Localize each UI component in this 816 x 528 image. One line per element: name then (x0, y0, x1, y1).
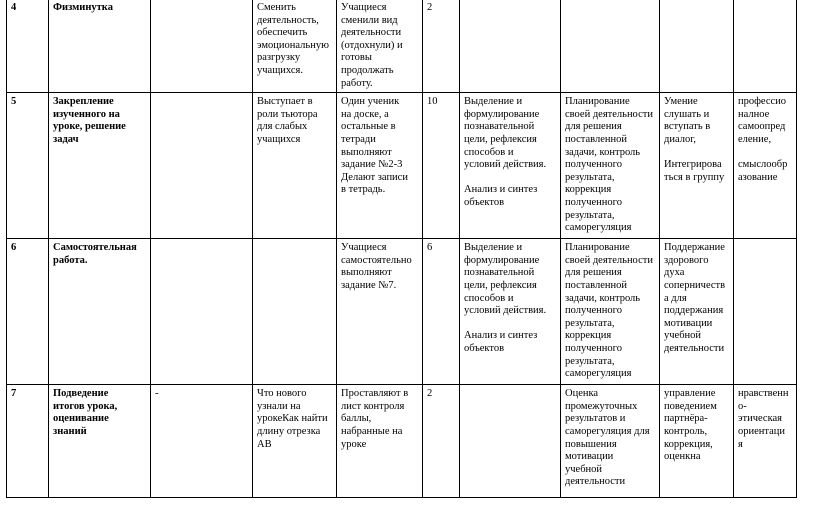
method-cell (151, 0, 253, 93)
communicative-uud (660, 0, 734, 93)
teacher-activity (253, 239, 337, 385)
lesson-stage: Закрепление изученного на уроке, решение задач (49, 93, 151, 239)
teacher-activity: Сменить деятельность, обеспечить эмоциональную разгрузку учащихся. (253, 0, 337, 93)
cognitive-uud (460, 385, 561, 498)
lesson-stage: Подведение итогов урока, оценивание знаний (49, 385, 151, 498)
teacher-activity: Что нового узнали на урокеКак найти длину отрезка АВ (253, 385, 337, 498)
lesson-stage: Самостоятельная работа. (49, 239, 151, 385)
time-minutes: 6 (423, 239, 460, 385)
row-number: 4 (7, 0, 49, 93)
student-activity: Проставляют в лист контроля баллы, набранные на уроке (337, 385, 423, 498)
lesson-plan-table (6, 0, 797, 498)
row-number: 7 (7, 385, 49, 498)
row-number: 6 (7, 239, 49, 385)
time-minutes: 10 (423, 93, 460, 239)
method-cell (151, 239, 253, 385)
time-minutes: 2 (423, 385, 460, 498)
method-cell (151, 93, 253, 239)
student-activity: Один ученик на доске, а остальные в тетради выполняют задание №2-3 Делают записи в тетрадь. (337, 93, 423, 239)
lesson-stage: Физминутка (49, 0, 151, 93)
regulative-uud: Планирование своей деятельности для решения поставленной задачи, контроль полученного результата, коррекция полученного результата, саморегуляция (561, 93, 660, 239)
cognitive-uud: Выделение и формулирование познавательной цели, рефлексия способов и условий действия. Анализ и синтез объектов (460, 239, 561, 385)
personal-uud (734, 239, 797, 385)
table-row (7, 385, 797, 498)
table-row (7, 0, 797, 93)
row-number: 5 (7, 93, 49, 239)
regulative-uud (561, 0, 660, 93)
regulative-uud: Планирование своей деятельности для решения поставленной задачи, контроль полученного результата, коррекция полученного результата, саморегуляция (561, 239, 660, 385)
method-cell: - (151, 385, 253, 498)
student-activity: Учащиеся сменили вид деятельности (отдохнули) и готовы продолжать работу. (337, 0, 423, 93)
regulative-uud: Оценка промежуточных результатов и саморегуляция для повышения мотивации учебной деятельности (561, 385, 660, 498)
table-row (7, 93, 797, 239)
communicative-uud: Умение слушать и вступать в диалог, Интегрирова ться в группу (660, 93, 734, 239)
table-row (7, 239, 797, 385)
communicative-uud: управление поведением партнёра- контроль, коррекция, оценкна (660, 385, 734, 498)
teacher-activity: Выступает в роли тьютора для слабых учащихся (253, 93, 337, 239)
cognitive-uud (460, 0, 561, 93)
time-minutes: 2 (423, 0, 460, 93)
communicative-uud: Поддержание здорового духа соперничеств а для поддержания мотивации учебной деятельности (660, 239, 734, 385)
cognitive-uud: Выделение и формулирование познавательной цели, рефлексия способов и условий действия. Анализ и синтез объектов (460, 93, 561, 239)
student-activity: Учащиеся самостоятельно выполняют задание №7. (337, 239, 423, 385)
personal-uud: нравственн о- этическая ориентаци я (734, 385, 797, 498)
personal-uud: професcио налное самоопред еление, смыслообр азование (734, 93, 797, 239)
personal-uud (734, 0, 797, 93)
